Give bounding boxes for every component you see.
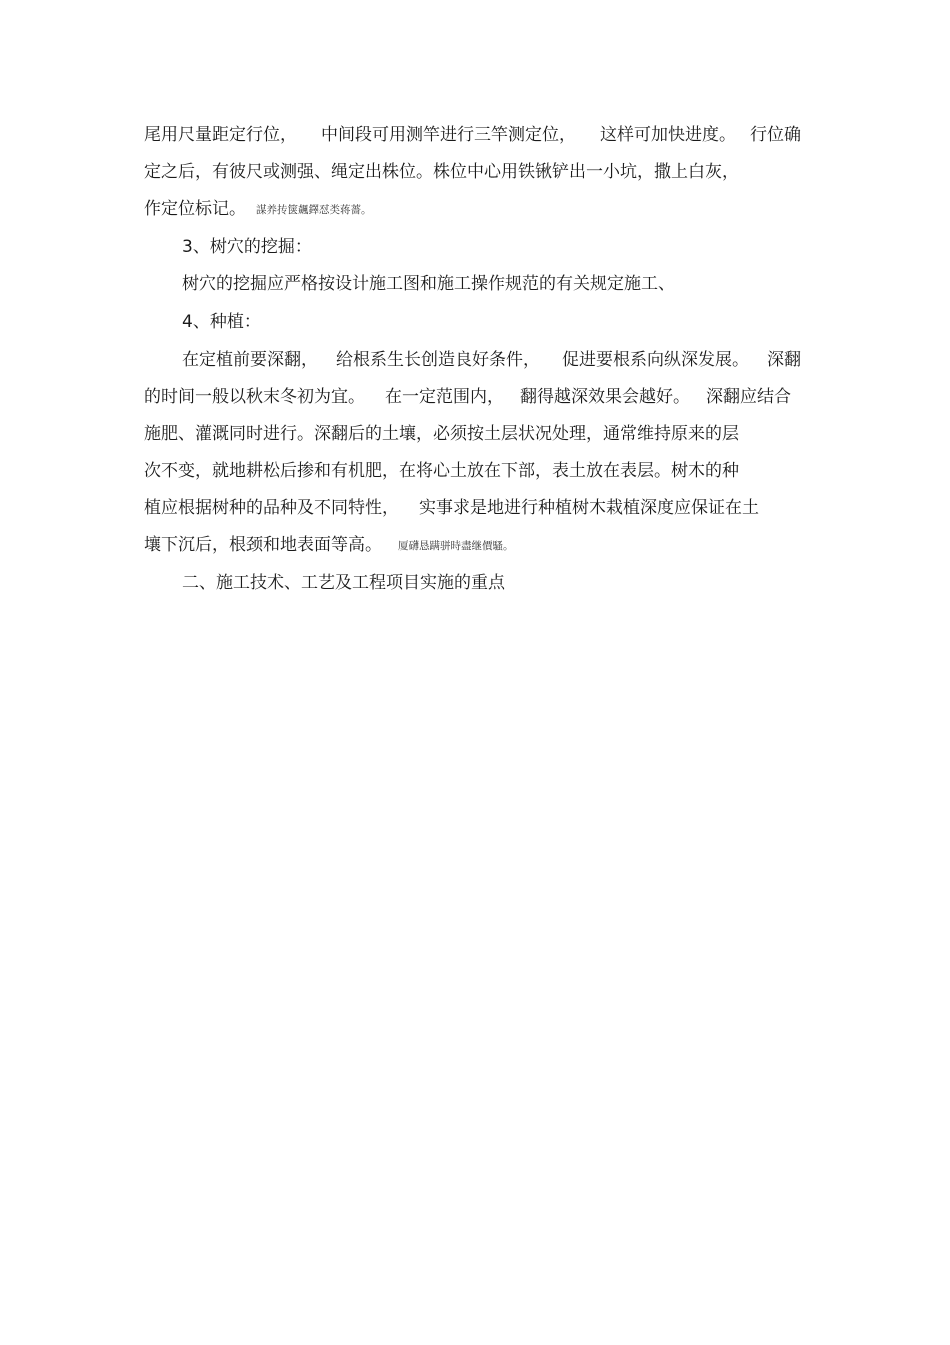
text-segment: 给根系生长创造良好条件， xyxy=(336,350,540,370)
paragraph-3-line-3: 施肥、灌溉同时进行。深翻后的土壤，必须按土层状况处理，通常维持原来的层 xyxy=(144,424,739,444)
text-segment: 壤下沉后，根颈和地表面等高。 xyxy=(144,535,382,555)
text-segment: 翻得越深效果会越好。 xyxy=(520,387,690,407)
footnote-text: 厦礴恳蹒骈時盡继價騷。 xyxy=(398,540,514,552)
footnote-text: 謀养抟箧飆鐸怼类蒋薔。 xyxy=(256,204,372,216)
text-segment: 的时间一般以秋末冬初为宜。 xyxy=(144,387,365,407)
paragraph-1-line-2: 定之后，有彼尺或测强、绳定出株位。株位中心用铁锹铲出一小坑，撒上白灰， xyxy=(144,162,739,182)
paragraph-2: 树穴的挖掘应严格按设计施工图和施工操作规范的有关规定施工、 xyxy=(182,274,675,294)
paragraph-3-line-1 xyxy=(182,349,801,371)
text-segment: 行位确 xyxy=(750,125,801,145)
heading-tree-pit-digging: 3、树穴的挖掘： xyxy=(182,237,312,257)
paragraph-1-line-3 xyxy=(144,198,372,222)
heading-planting: 4、种植： xyxy=(182,312,261,332)
text-segment: 作定位标记。 xyxy=(144,199,246,219)
text-segment: 尾用尺量距定行位， xyxy=(144,125,297,145)
text-segment: 这样可加快进度。 xyxy=(600,125,736,145)
text-segment: 促进要根系向纵深发展。 xyxy=(562,350,749,370)
text-segment: 在一定范围内， xyxy=(385,387,504,407)
text-segment: 深翻 xyxy=(767,350,801,370)
text-segment: 深翻应结合 xyxy=(706,387,791,407)
paragraph-3-line-6 xyxy=(144,534,514,558)
paragraph-3-line-4: 次不变，就地耕松后掺和有机肥，在将心土放在下部，表土放在表层。树木的种 xyxy=(144,461,739,481)
section-2-heading: 二、施工技术、工艺及工程项目实施的重点 xyxy=(182,573,505,593)
text-segment: 实事求是地进行种植树木栽植深度应保证在土 xyxy=(419,498,759,518)
paragraph-3-line-5 xyxy=(144,497,759,519)
text-segment: 中间段可用测竿进行三竿测定位， xyxy=(321,125,576,145)
text-segment: 植应根据树种的品种及不同特性， xyxy=(144,498,399,518)
text-segment: 在定植前要深翻， xyxy=(182,350,318,370)
paragraph-3-line-2 xyxy=(144,386,791,408)
paragraph-1-line-1 xyxy=(144,124,801,146)
